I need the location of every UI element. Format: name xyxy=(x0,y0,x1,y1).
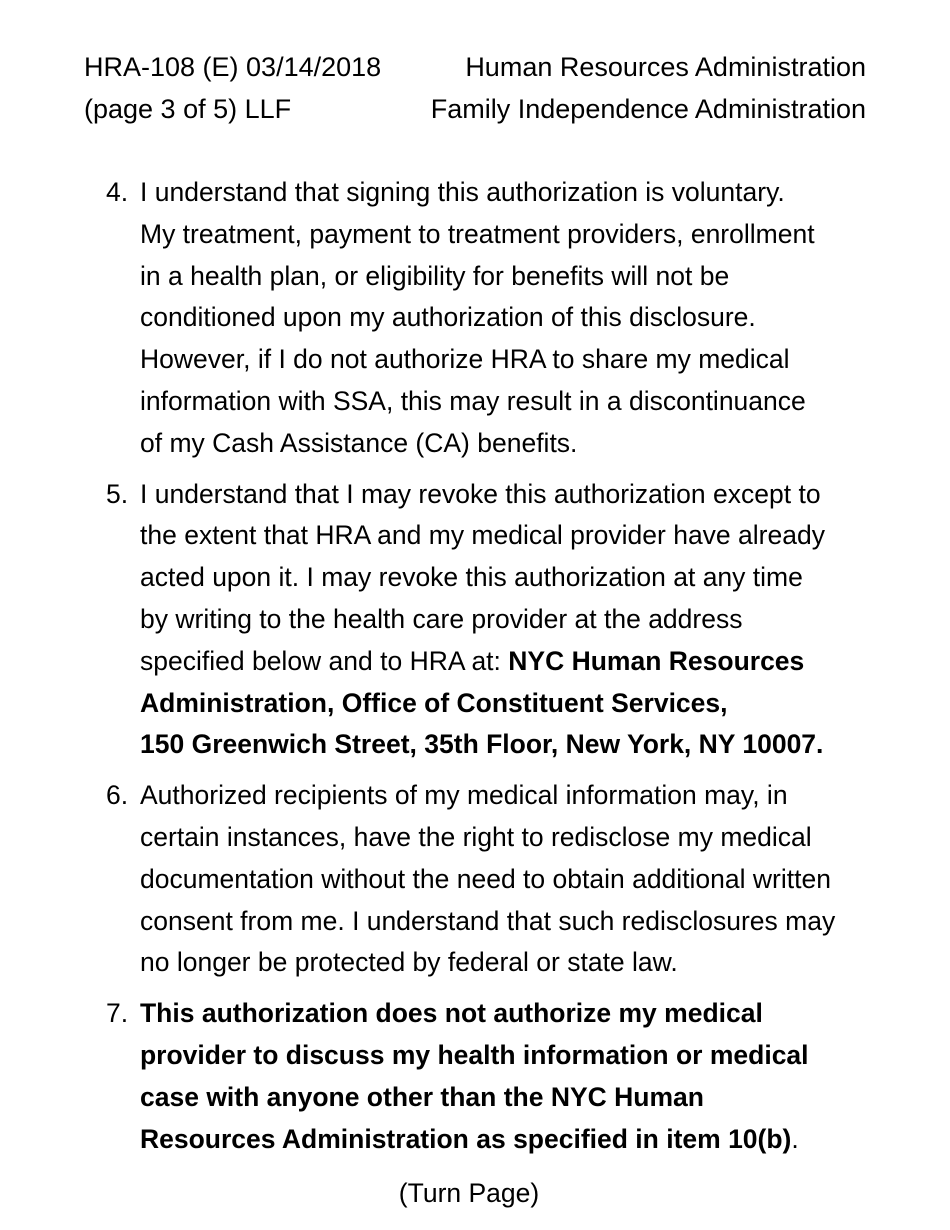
page-header xyxy=(84,46,866,130)
item-line: However, if I do not authorize HRA to share my medical xyxy=(140,344,790,375)
address-lead-in: specified below and to HRA at: xyxy=(140,645,509,676)
form-id: HRA-108 (E) 03/14/2018 xyxy=(84,52,382,82)
item-text xyxy=(140,775,876,984)
item-line: certain instances, have the right to redisclose my medical xyxy=(140,821,812,852)
item-line: My treatment, payment to treatment providers, enrollment xyxy=(140,218,815,249)
header-row-2 xyxy=(84,88,866,130)
item-number: 6. xyxy=(106,780,129,811)
item-4 xyxy=(106,172,876,465)
item-line: information with SSA, this may result in a discontinuance xyxy=(140,385,806,416)
item-line: of my Cash Assistance (CA) benefits. xyxy=(140,427,578,458)
item-number: 4. xyxy=(106,177,129,207)
item-7 xyxy=(106,993,876,1160)
hra-address-line-1: NYC Human Resources xyxy=(508,645,805,676)
item-line: by writing to the health care provider at the address xyxy=(140,603,743,634)
item-line: I understand that I may revoke this authorization except to xyxy=(140,478,821,509)
item-line: provider to discuss my health information or medical xyxy=(140,1039,809,1070)
item-line-final xyxy=(140,1119,876,1161)
item-number: 5. xyxy=(106,478,129,509)
item-number: 7. xyxy=(106,998,129,1029)
hra-address-line-3: 150 Greenwich Street, 35th Floor, New York, NY 10007. xyxy=(140,729,824,760)
item-line: documentation without the need to obtain additional written xyxy=(140,863,831,894)
authorization-items xyxy=(106,172,876,1169)
item-line: This authorization does not authorize my medical xyxy=(140,998,763,1029)
item-line-address-lead xyxy=(140,641,876,683)
item-line: conditioned upon my authorization of this disclosure. xyxy=(140,302,756,333)
turn-page-note: (Turn Page) xyxy=(398,1178,540,1208)
trailing-period: . xyxy=(791,1123,799,1154)
agency-name: Human Resources Administration xyxy=(465,52,866,82)
item-text xyxy=(140,993,876,1160)
item-line: Authorized recipients of my medical information may, in xyxy=(140,780,788,811)
item-5 xyxy=(106,474,876,767)
item-line: consent from me. I understand that such redisclosures may xyxy=(140,905,836,936)
item-line: in a health plan, or eligibility for benefits will not be xyxy=(140,260,730,291)
item-line: Resources Administration as specified in item 10(b) xyxy=(140,1123,792,1154)
item-line: acted upon it. I may revoke this authorization at any time xyxy=(140,562,803,593)
item-text xyxy=(140,474,876,767)
item-text xyxy=(140,172,876,465)
item-line: case with anyone other than the NYC Human xyxy=(140,1081,704,1112)
item-line: I understand that signing this authorization is voluntary. xyxy=(140,177,785,207)
page-info: (page 3 of 5) LLF xyxy=(84,94,292,124)
item-line: the extent that HRA and my medical provider have already xyxy=(140,520,825,551)
hra-address-line-2: Administration, Office of Constituent Services, xyxy=(140,687,728,718)
division-name: Family Independence Administration xyxy=(430,94,866,124)
header-row-1 xyxy=(84,46,866,88)
item-line: no longer be protected by federal or state law. xyxy=(140,947,678,978)
item-6 xyxy=(106,775,876,984)
